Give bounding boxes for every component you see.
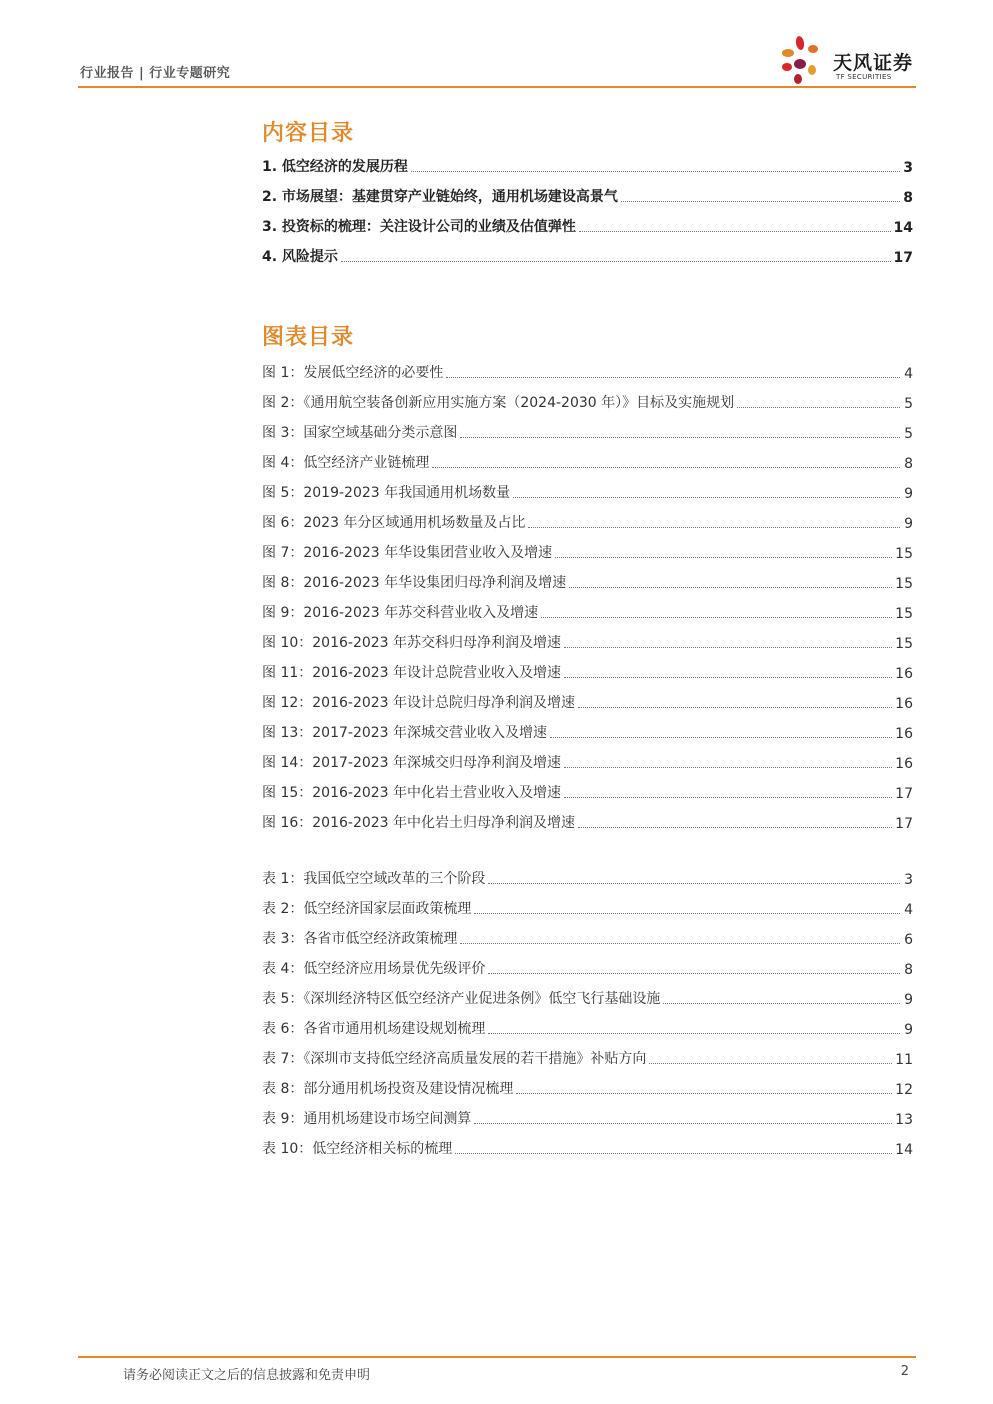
figure-item-page: 16	[895, 726, 913, 742]
figure-item-page: 15	[895, 636, 913, 652]
table-item[interactable]	[262, 958, 913, 978]
leader-dots	[564, 677, 892, 678]
leader-dots	[578, 827, 892, 828]
figure-item[interactable]	[262, 572, 913, 592]
figure-item-page: 5	[904, 396, 913, 412]
table-item[interactable]	[262, 988, 913, 1008]
leader-dots	[649, 1063, 892, 1064]
table-item[interactable]	[262, 898, 913, 918]
toc-item-page: 3	[903, 160, 913, 176]
figure-item-label: 图 2：《通用航空装备创新应用实施方案（2024-2030 年）》目标及实施规划	[262, 395, 735, 411]
leader-dots	[663, 1003, 900, 1004]
table-item-page: 13	[895, 1112, 913, 1128]
figure-item[interactable]	[262, 692, 913, 712]
leader-dots	[569, 587, 892, 588]
leader-dots	[488, 1033, 900, 1034]
table-item-page: 14	[895, 1142, 913, 1158]
leader-dots	[541, 617, 892, 618]
leader-dots	[432, 467, 900, 468]
header-divider	[78, 86, 916, 88]
figure-item-page: 16	[895, 756, 913, 772]
toc-item[interactable]	[262, 216, 913, 236]
table-item-label: 表 8：部分通用机场投资及建设情况梳理	[262, 1081, 514, 1097]
figure-item-label: 图 11：2016-2023 年设计总院营业收入及增速	[262, 665, 562, 681]
figure-item-label: 图 6：2023 年分区域通用机场数量及占比	[262, 515, 526, 531]
figure-item-label: 图 5：2019-2023 年我国通用机场数量	[262, 485, 511, 501]
leader-dots	[460, 437, 900, 438]
tf-securities-logo	[778, 34, 918, 86]
toc-item-label: 3. 投资标的梳理：关注设计公司的业绩及估值弹性	[262, 219, 576, 235]
logo-english-name: TF SECURITIES	[836, 73, 892, 81]
figure-item-label: 图 13：2017-2023 年深城交营业收入及增速	[262, 725, 548, 741]
table-item[interactable]	[262, 1108, 913, 1128]
figure-item-label: 图 8：2016-2023 年华设集团归母净利润及增速	[262, 575, 567, 591]
table-item-label: 表 7：《深圳市支持低空经济高质量发展的若干措施》补贴方向	[262, 1051, 647, 1067]
toc-item-label: 2. 市场展望：基建贯穿产业链始终，通用机场建设高景气	[262, 189, 618, 205]
flower-logo-icon	[778, 34, 834, 86]
toc-item-label: 4. 风险提示	[262, 249, 338, 265]
figure-item-label: 图 10：2016-2023 年苏交科归母净利润及增速	[262, 635, 562, 651]
leader-dots	[474, 1123, 892, 1124]
table-item-page: 6	[904, 932, 913, 948]
figure-item-label: 图 7：2016-2023 年华设集团营业收入及增速	[262, 545, 553, 561]
figure-item-page: 17	[895, 786, 913, 802]
table-item-label: 表 9：通用机场建设市场空间测算	[262, 1111, 472, 1127]
table-item-label: 表 1：我国低空空域改革的三个阶段	[262, 871, 486, 887]
figure-item[interactable]	[262, 452, 913, 472]
table-item-page: 9	[904, 992, 913, 1008]
figure-item[interactable]	[262, 482, 913, 502]
leader-dots	[737, 407, 900, 408]
table-item[interactable]	[262, 1018, 913, 1038]
toc-item[interactable]	[262, 246, 913, 266]
leader-dots	[513, 497, 900, 498]
figure-item-label: 图 3：国家空域基础分类示意图	[262, 425, 458, 441]
figure-item[interactable]	[262, 662, 913, 682]
table-item[interactable]	[262, 928, 913, 948]
leader-dots	[446, 377, 900, 378]
figure-item[interactable]	[262, 752, 913, 772]
table-item-label: 表 3：各省市低空经济政策梳理	[262, 931, 458, 947]
leader-dots	[578, 707, 892, 708]
leader-dots	[341, 261, 891, 262]
figure-item-page: 16	[895, 666, 913, 682]
table-item[interactable]	[262, 1138, 913, 1158]
footer-disclaimer: 请务必阅读正文之后的信息披露和免责申明	[123, 1368, 371, 1383]
toc-item[interactable]	[262, 186, 913, 206]
leader-dots	[555, 557, 892, 558]
figure-item-page: 15	[895, 576, 913, 592]
table-item-page: 11	[895, 1052, 913, 1068]
table-item-page: 4	[904, 902, 913, 918]
footer-page-number: 2	[900, 1364, 909, 1379]
leader-dots	[516, 1093, 892, 1094]
figure-item[interactable]	[262, 542, 913, 562]
figure-item-page: 9	[904, 486, 913, 502]
figure-item[interactable]	[262, 722, 913, 742]
figure-item[interactable]	[262, 812, 913, 832]
figure-item[interactable]	[262, 392, 913, 412]
leader-dots	[564, 647, 892, 648]
figure-item-label: 图 9：2016-2023 年苏交科营业收入及增速	[262, 605, 539, 621]
toc-item-label: 1. 低空经济的发展历程	[262, 159, 408, 175]
footer-divider	[78, 1356, 916, 1358]
leader-dots	[488, 973, 900, 974]
leader-dots	[411, 171, 900, 172]
figure-item-label: 图 12：2016-2023 年设计总院归母净利润及增速	[262, 695, 576, 711]
figure-item[interactable]	[262, 512, 913, 532]
toc-item-page: 14	[893, 220, 913, 236]
table-item-label: 表 5：《深圳经济特区低空经济产业促进条例》低空飞行基础设施	[262, 991, 661, 1007]
table-item[interactable]	[262, 1078, 913, 1098]
figure-item[interactable]	[262, 362, 913, 382]
logo-chinese-name: 天风证券	[833, 52, 914, 74]
table-item[interactable]	[262, 868, 913, 888]
table-item-label: 表 6：各省市通用机场建设规划梳理	[262, 1021, 486, 1037]
figure-item[interactable]	[262, 782, 913, 802]
figure-item-label: 图 4：低空经济产业链梳理	[262, 455, 430, 471]
figure-item-page: 8	[904, 456, 913, 472]
figure-item[interactable]	[262, 422, 913, 442]
figure-item-page: 4	[904, 366, 913, 382]
figure-item-page: 9	[904, 516, 913, 532]
leader-dots	[621, 201, 900, 202]
contents-title: 内容目录	[262, 121, 355, 146]
table-item-page: 9	[904, 1022, 913, 1038]
figure-item-label: 图 14：2017-2023 年深城交归母净利润及增速	[262, 755, 562, 771]
leader-dots	[455, 1153, 892, 1154]
figure-item[interactable]	[262, 602, 913, 622]
leader-dots	[528, 527, 900, 528]
figure-item-page: 15	[895, 546, 913, 562]
figure-item-label: 图 15：2016-2023 年中化岩土营业收入及增速	[262, 785, 562, 801]
table-item-page: 12	[895, 1082, 913, 1098]
leader-dots	[488, 883, 900, 884]
figure-item-page: 16	[895, 696, 913, 712]
toc-item-page: 8	[903, 190, 913, 206]
figure-item[interactable]	[262, 632, 913, 652]
table-item-label: 表 10：低空经济相关标的梳理	[262, 1141, 453, 1157]
leader-dots	[460, 943, 900, 944]
table-item-label: 表 4：低空经济应用场景优先级评价	[262, 961, 486, 977]
leader-dots	[564, 797, 892, 798]
figure-item-page: 15	[895, 606, 913, 622]
table-item-label: 表 2：低空经济国家层面政策梳理	[262, 901, 472, 917]
leader-dots	[550, 737, 892, 738]
toc-item-page: 17	[893, 250, 913, 266]
leader-dots	[579, 231, 891, 232]
leader-dots	[474, 913, 900, 914]
figure-item-page: 5	[904, 426, 913, 442]
toc-item[interactable]	[262, 156, 913, 176]
table-item-page: 8	[904, 962, 913, 978]
table-item-page: 3	[904, 872, 913, 888]
report-breadcrumb: 行业报告 | 行业专题研究	[80, 66, 231, 81]
figures-title: 图表目录	[262, 325, 355, 350]
leader-dots	[564, 767, 892, 768]
table-item[interactable]	[262, 1048, 913, 1068]
figure-item-label: 图 16：2016-2023 年中化岩土归母净利润及增速	[262, 815, 576, 831]
figure-item-label: 图 1：发展低空经济的必要性	[262, 365, 444, 381]
figure-item-page: 17	[895, 816, 913, 832]
